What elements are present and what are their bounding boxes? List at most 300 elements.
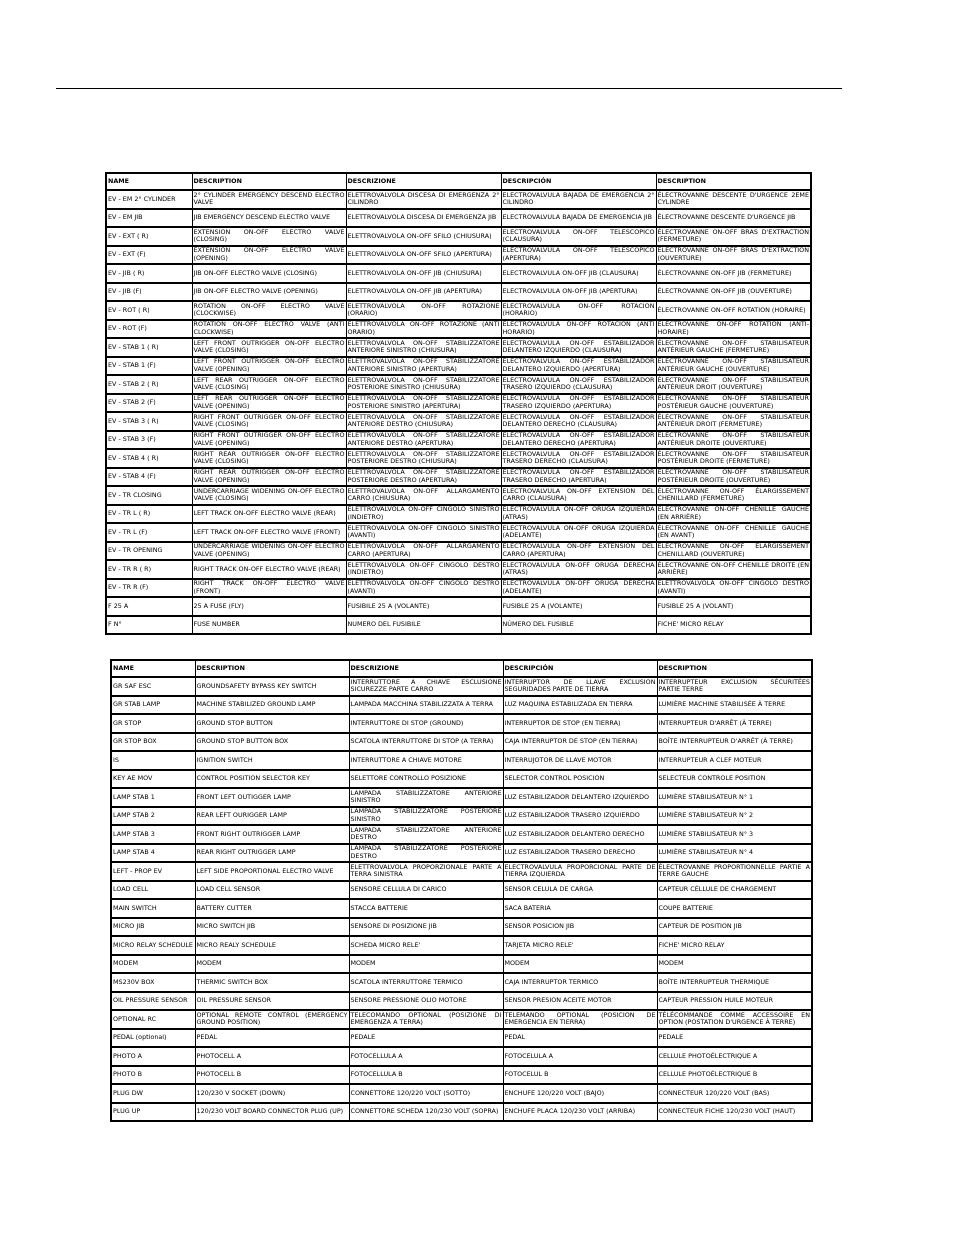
description-cell: MACHINE STABILIZED GROUND LAMP — [195, 696, 349, 715]
component-code-cell: EV - STAB 1 ( R) — [106, 338, 192, 357]
description-cell: ELECTROVALVULA ON-OFF ESTABILIZADOR DELANTERO IZQUIERDO (CLAUSURA) — [501, 338, 656, 357]
component-code-cell: EV - EXT (F) — [106, 246, 192, 265]
description-cell: 2° CYLINDER EMERGENCY DESCEND ELECTRO VALVE — [192, 190, 346, 209]
description-cell: IGNITION SWITCH — [195, 751, 349, 770]
component-code-cell: F 25 A — [106, 597, 192, 616]
description-cell: CELLULE PHOTOÉLECTRIQUE B — [657, 1066, 812, 1085]
description-cell: ENCHUFE 120/220 VOLT (BAJO) — [503, 1084, 657, 1103]
table-row — [111, 899, 812, 918]
description-cell: ELECTROVALVULA BAJADA DE EMERGENCIA 2° CILINDRO — [501, 190, 656, 209]
description-cell: ELECTROVALVULA ON-OFF ORUGA DERECHA (ADELANTE) — [501, 579, 656, 598]
table-row — [106, 227, 811, 246]
description-cell: NÚMERO DEL FUSIBLE — [501, 616, 656, 635]
table-row — [111, 714, 812, 733]
component-code-cell: EV - STAB 4 (F) — [106, 468, 192, 487]
description-cell: CAJA INTERRUPTOR TERMICO — [503, 973, 657, 992]
description-cell: ELETTROVALVOLA ON-OFF STABILIZZATORE POSTERIORE SINISTRO (CHIUSURA) — [346, 375, 501, 394]
description-cell: ELECTROVALVULA ON-OFF ORUGA IZQUIERDA (ATRAS) — [501, 505, 656, 524]
description-cell: MICRO REALY SCHEDULE — [195, 936, 349, 955]
table-row — [106, 412, 811, 431]
description-cell: FICHE' MICRO RELAY — [657, 936, 812, 955]
description-cell: ELECTROVALVULA BAJADA DE EMERGENCIA JIB — [501, 209, 656, 228]
component-code-cell: EV - TR OPENING — [106, 542, 192, 561]
description-cell: ÉLECTROVANNE ON-OFF CHENILLE DROITE (EN ARRIÈRE) — [656, 560, 811, 579]
table-row — [111, 844, 812, 863]
table-row — [111, 973, 812, 992]
table-row — [106, 375, 811, 394]
description-cell: EXTENSION ON-OFF ELECTRO VALVE (CLOSING) — [192, 227, 346, 246]
description-cell: FRONT RIGHT OUTRIGGER LAMP — [195, 825, 349, 844]
description-cell: PEDALE — [657, 1029, 812, 1048]
component-code-cell: OPTIONAL RC — [111, 1010, 195, 1029]
description-cell: GROUND STOP BUTTON — [195, 714, 349, 733]
description-cell: ELECTROVALVULA ON-OFF ROTACION (ANTI HORARIO) — [501, 320, 656, 339]
description-cell: FOTOCELLULA A — [349, 1047, 503, 1066]
description-cell: ELECTROVALVULA ON-OFF TELESCOPICO (CLAUSURA) — [501, 227, 656, 246]
description-cell: ÉLECTROVANNE ON-OFF ROTATION (ANTI-HORAIRE) — [656, 320, 811, 339]
description-cell: INTERRUTTORE A CHIAVE ESCLUSIONE SICUREZZE PARTE CARRO — [349, 677, 503, 696]
description-cell: ELETTROVALVOLA ON-OFF ROTAZIONE (ANTI ORARIO) — [346, 320, 501, 339]
component-code-cell: GR STOP — [111, 714, 195, 733]
column-header: NAME — [111, 660, 195, 677]
table-row — [111, 677, 812, 696]
description-cell: ÉLECTROVANNE ON-OFF ROTATION (HORAIRE) — [656, 301, 811, 320]
description-cell: ÉLECTROVANNE ON-OFF STABILISATEUR POSTÉRIEUR GAUCHE (OUVERTURE) — [656, 394, 811, 413]
description-cell: LAMPADA STABILIZZATORE ANTERIORE SINISTRO — [349, 788, 503, 807]
description-cell: CONNETTORE 120/220 VOLT (SOTTO) — [349, 1084, 503, 1103]
description-cell: MICRO SWITCH JIB — [195, 918, 349, 937]
description-cell: GROUND STOP BUTTON BOX — [195, 733, 349, 752]
description-cell: ELETTROVALVOLA PROPORZIONALE PARTE A TERRA SINISTRA — [349, 862, 503, 881]
table-row — [111, 1047, 812, 1066]
table-row — [106, 301, 811, 320]
component-legend-table-1 — [105, 172, 812, 635]
description-cell: LUMIÈRE STABILISATEUR N° 3 — [657, 825, 812, 844]
description-cell: ELETTROVALVOLA ON-OFF STABILIZZATORE ANTERIORE SINISTRO (APERTURA) — [346, 357, 501, 376]
component-code-cell: KEY AE MOV — [111, 770, 195, 789]
description-cell: SCATOLA INTERRUTTORE DI STOP (A TERRA) — [349, 733, 503, 752]
description-cell: ROTATION ON-OFF ELECTRO VALVE (ANTI CLOCKWISE) — [192, 320, 346, 339]
table-row — [106, 283, 811, 302]
description-cell: UNDERCARRIAGE WIDENING ON-OFF ELECTRO VALVE (OPENING) — [192, 542, 346, 561]
component-code-cell: PHOTO A — [111, 1047, 195, 1066]
description-cell: FUSIBLE 25 A (VOLANTE) — [501, 597, 656, 616]
description-cell: LEFT TRACK ON-OFF ELECTRO VALVE (REAR) — [192, 505, 346, 524]
component-code-cell: EV - EXT ( R) — [106, 227, 192, 246]
description-cell: ÉLECTROVANNE ON-OFF JIB (OUVERTURE) — [656, 283, 811, 302]
component-code-cell: EV - ROT ( R) — [106, 301, 192, 320]
description-cell: PHOTOCELL B — [195, 1066, 349, 1085]
component-code-cell: EV - JIB (F) — [106, 283, 192, 302]
component-code-cell: EV - STAB 3 (F) — [106, 431, 192, 450]
component-code-cell: F N° — [106, 616, 192, 635]
description-cell: JIB EMERGENCY DESCEND ELECTRO VALVE — [192, 209, 346, 228]
description-cell: MODEM — [503, 955, 657, 974]
description-cell: LUZ ESTABILIZADOR DELANTERO IZQUIERDO — [503, 788, 657, 807]
table-row — [106, 209, 811, 228]
description-cell: INTERRUPTOR DE STOP (EN TIERRA) — [503, 714, 657, 733]
table-row — [106, 264, 811, 283]
description-cell: TARJETA MICRO RELE' — [503, 936, 657, 955]
description-cell: ELECTROVALVULA ON-OFF ESTABILIZADOR DELANTERO IZQUIERDO (APERTURA) — [501, 357, 656, 376]
component-code-cell: EV - JIB ( R) — [106, 264, 192, 283]
table-row — [106, 486, 811, 505]
description-cell: LUMIÈRE STABILISATEUR N° 2 — [657, 807, 812, 826]
description-cell: MODEM — [657, 955, 812, 974]
description-cell: 120/230 V SOCKET (DOWN) — [195, 1084, 349, 1103]
column-header: DESCRIZIONE — [346, 173, 501, 190]
column-header: DESCRIPCIÓN — [503, 660, 657, 677]
description-cell: ELECTROVALVULA ON-OFF ORUGA DERECHA (ATRAS) — [501, 560, 656, 579]
description-cell: INTERRUPTEUR EXCLUSION SÉCURITÉES PARTIE TERRE — [657, 677, 812, 696]
description-cell: ELETTROVALVOLA ON-OFF CINGOLO SINISTRO (INDIETRO) — [346, 505, 501, 524]
description-cell: ÉLECTROVANNE ON-OFF JIB (FERMETURE) — [656, 264, 811, 283]
description-cell: ELECTROVALVULA ON-OFF JIB (CLAUSURA) — [501, 264, 656, 283]
table-row — [111, 862, 812, 881]
table-row — [111, 825, 812, 844]
description-cell: ÉLECTROVANNE PROPORTIONNELLE PARTIE A TERRE GAUCHE — [657, 862, 812, 881]
table-row — [106, 616, 811, 635]
description-cell: FICHE' MICRO RELAY — [656, 616, 811, 635]
description-cell: LUZ ESTABILIZADOR TRASERO DERECHO — [503, 844, 657, 863]
column-header: NAME — [106, 173, 192, 190]
description-cell: FUSIBLE 25 A (VOLANT) — [656, 597, 811, 616]
description-cell: GROUNDSAFETY BYPASS KEY SWITCH — [195, 677, 349, 696]
component-code-cell: EV - STAB 3 ( R) — [106, 412, 192, 431]
description-cell: FOTOCELUL B — [503, 1066, 657, 1085]
description-cell: ELETTROVALVOLA ON-OFF STABILIZZATORE ANTERIORE DESTRO (APERTURA) — [346, 431, 501, 450]
description-cell: SENSORE PRESSIONE OLIO MOTORE — [349, 992, 503, 1011]
table-row — [106, 523, 811, 542]
description-cell: BATTERY CUTTER — [195, 899, 349, 918]
description-cell: ELETTROVALVOLA ON-OFF STABILIZZATORE ANTERIORE SINISTRO (CHIUSURA) — [346, 338, 501, 357]
description-cell: MODEM — [349, 955, 503, 974]
description-cell: INTERRUPTEUR A CLEF MOTEUR — [657, 751, 812, 770]
component-code-cell: EV - STAB 2 ( R) — [106, 375, 192, 394]
component-code-cell: MODEM — [111, 955, 195, 974]
column-header: DESCRIPTION — [195, 660, 349, 677]
description-cell: COUPE BATTERIE — [657, 899, 812, 918]
description-cell: ELETTROVALVOLA ON-OFF CINGOLO DESTRO (AVANTI) — [346, 579, 501, 598]
table-row — [111, 733, 812, 752]
description-cell: LEFT REAR OUTRIGGER ON-OFF ELECTRO VALVE (CLOSING) — [192, 375, 346, 394]
description-cell: RIGHT REAR OUTRIGGER ON-OFF ELECTRO VALVE (CLOSING) — [192, 449, 346, 468]
column-header: DESCRIPTION — [657, 660, 812, 677]
component-code-cell: PLUG UP — [111, 1103, 195, 1122]
description-cell: SENSOR POSICION JIB — [503, 918, 657, 937]
description-cell: LEFT FRONT OUTRIGGER ON-OFF ELECTRO VALVE (OPENING) — [192, 357, 346, 376]
table-row — [106, 357, 811, 376]
description-cell: TELEMANDO OPTIONAL (POSICION DE EMERGENCIA EN TIERRA) — [503, 1010, 657, 1029]
description-cell: SELETTORE CONTROLLO POSIZIONE — [349, 770, 503, 789]
description-cell: FUSE NUMBER — [192, 616, 346, 635]
description-cell: PEDALE — [349, 1029, 503, 1048]
description-cell: ELETTROVALVOLA ON-OFF JIB (APERTURA) — [346, 283, 501, 302]
table-row — [106, 449, 811, 468]
description-cell: PHOTOCELL A — [195, 1047, 349, 1066]
description-cell: TELECOMANDO OPTIONAL (POSIZIONE DI EMERGENZA A TERRA) — [349, 1010, 503, 1029]
description-cell: ÉLECTROVANNE ON-OFF CHENILLE GAUCHE (EN AVANT) — [656, 523, 811, 542]
description-cell: ÉLECTROVANNE ON-OFF STABILISATEUR ANTÉRIEUR DROITE (OUVERTURE) — [656, 431, 811, 450]
description-cell: SELECTEUR CONTROLE POSITION — [657, 770, 812, 789]
description-cell: BOÎTE INTERRUPTEUR D'ARRÊT (À TERRE) — [657, 733, 812, 752]
column-header: DESCRIPCIÓN — [501, 173, 656, 190]
component-code-cell: PLUG DW — [111, 1084, 195, 1103]
description-cell: INTERRUTTORE A CHIAVE MOTORE — [349, 751, 503, 770]
table-row — [106, 246, 811, 265]
description-cell: ÉLECTROVANNE ON-OFF STABILISATEUR ANTÉRIEUR DROIT (FERMETURE) — [656, 412, 811, 431]
table-row — [106, 320, 811, 339]
description-cell: INTERRUTTORE DI STOP (GROUND) — [349, 714, 503, 733]
component-legend-table-2 — [110, 659, 813, 1122]
description-cell: ELECTROVALVULA ON-OFF ORUGA IZQUIERDA (ADELANTE) — [501, 523, 656, 542]
description-cell: FOTOCELULA A — [503, 1047, 657, 1066]
description-cell: EXTENSION ON-OFF ELECTRO VALVE (OPENING) — [192, 246, 346, 265]
description-cell: ELECTROVALVULA ON-OFF ESTABILIZADOR TRASERO IZQUIERDO (APERTURA) — [501, 394, 656, 413]
description-cell: ELECTROVALVULA ON-OFF TELESCOPICO (APERTURA) — [501, 246, 656, 265]
description-cell: OIL PRESSURE SENSOR — [195, 992, 349, 1011]
component-code-cell: GR STAB LAMP — [111, 696, 195, 715]
description-cell: REAR RIGHT OUTRIGGER LAMP — [195, 844, 349, 863]
table-row — [111, 955, 812, 974]
description-cell: ÉLECTROVANNE DESCENTE D'URGENCE 2EME CYLINDRE — [656, 190, 811, 209]
description-cell: RIGHT FRONT OUTRIGGER ON-OFF ELECTRO VALVE (CLOSING) — [192, 412, 346, 431]
component-code-cell: EV - ROT (F) — [106, 320, 192, 339]
description-cell: ELETTROVALVOLA ON-OFF CINGOLO DESTRO (INDIETRO) — [346, 560, 501, 579]
component-code-cell: IS — [111, 751, 195, 770]
description-cell: ELETTROVALVOLA ON-OFF SFILO (CHIUSURA) — [346, 227, 501, 246]
component-code-cell: MICRO RELAY SCHEDULE — [111, 936, 195, 955]
description-cell: ELETTROVALVOLA ON-OFF CINGOLO SINISTRO (AVANTI) — [346, 523, 501, 542]
table-row — [111, 751, 812, 770]
description-cell: CONNECTEUR 120/220 VOLT (BAS) — [657, 1084, 812, 1103]
description-cell: 120/230 VOLT BOARD CONNECTOR PLUG (UP) — [195, 1103, 349, 1122]
table-row — [111, 696, 812, 715]
description-cell: SCHEDA MICRO RELE' — [349, 936, 503, 955]
description-cell: CAPTEUR CÉLLULE DE CHARGEMENT — [657, 881, 812, 900]
description-cell: SENSOR CELULA DE CARGA — [503, 881, 657, 900]
description-cell: SENSOR PRESION ACEITE MOTOR — [503, 992, 657, 1011]
table-row — [106, 505, 811, 524]
description-cell: ELECTROVALVULA ON-OFF ESTABILIZADOR DELANTERO DERECHO (APERTURA) — [501, 431, 656, 450]
description-cell: ELETTROVALVOLA ON-OFF SFILO (APERTURA) — [346, 246, 501, 265]
description-cell: ÉLECTROVANNE ON-OFF BRAS D'EXTRACTION (FERMETURE) — [656, 227, 811, 246]
description-cell: ÉLECTROVANNE ON-OFF CHENILLE GAUCHE (EN ARRIÈRE) — [656, 505, 811, 524]
component-code-cell: LAMP STAB 2 — [111, 807, 195, 826]
description-cell: RIGHT FRONT OUTRIGGER ON-OFF ELECTRO VALVE (OPENING) — [192, 431, 346, 450]
description-cell: TÉLÉCOMMANDE COMME ACCESSOIRE EN OPTION (POSTATION D'URGENCE À TERRE) — [657, 1010, 812, 1029]
description-cell: ELETTROVALVOLA ON-OFF STABILIZZATORE POSTERIORE DESTRO (APERTURA) — [346, 468, 501, 487]
description-cell: ELETTROVALVOLA ON-OFF STABILIZZATORE POSTERIORE SINISTRO (APERTURA) — [346, 394, 501, 413]
table-row — [111, 918, 812, 937]
description-cell: CAJA INTERRUPTOR DE STOP (EN TIERRA) — [503, 733, 657, 752]
description-cell: LAMPADA MACCHINA STABILIZZATA A TERRA — [349, 696, 503, 715]
description-cell: ELECTROVALVULA ON-OFF ESTABILIZADOR TRASERO DERECHO (CLAUSURA) — [501, 449, 656, 468]
description-cell: CONNECTEUR FICHE 120/230 VOLT (HAUT) — [657, 1103, 812, 1122]
description-cell: ELECTROVALVULA ON-OFF ESTABILIZADOR TRASERO IZQUIERDO (CLAUSURA) — [501, 375, 656, 394]
description-cell: ELETTROVALVOLA DISCESA DI EMERGENZA JIB — [346, 209, 501, 228]
description-cell: UNDERCARRIAGE WIDENING ON-OFF ELECTRO VALVE (CLOSING) — [192, 486, 346, 505]
description-cell: SENSORE CELLULA DI CARICO — [349, 881, 503, 900]
description-cell: MODEM — [195, 955, 349, 974]
table-row — [111, 1066, 812, 1085]
table-row — [106, 579, 811, 598]
table-row — [106, 338, 811, 357]
table-row — [111, 1029, 812, 1048]
description-cell: PEDAL — [195, 1029, 349, 1048]
description-cell: ÉLECTROVANNE ON-OFF STABILISATEUR POSTÉRIEUR DROITE (FERMETURE) — [656, 449, 811, 468]
description-cell: THERMIC SWITCH BOX — [195, 973, 349, 992]
component-code-cell: LOAD CELL — [111, 881, 195, 900]
description-cell: JIB ON-OFF ELECTRO VALVE (CLOSING) — [192, 264, 346, 283]
component-code-cell: EV - EM JIB — [106, 209, 192, 228]
component-code-cell: EV - TR L (F) — [106, 523, 192, 542]
description-cell: INTERRUPTOR DE LLAVE EXCLUSION SEGURIDADES PARTE DE TIERRA — [503, 677, 657, 696]
description-cell: ELECTROVALVULA ON-OFF ESTABILIZADOR DELANTERO DERECHO (CLAUSURA) — [501, 412, 656, 431]
table-row — [106, 560, 811, 579]
table-row — [106, 431, 811, 450]
description-cell: CONTROL POSITION SELECTOR KEY — [195, 770, 349, 789]
component-code-cell: EV - TR CLOSING — [106, 486, 192, 505]
description-cell: INTERRUPTEUR D'ARRÊT (À TERRE) — [657, 714, 812, 733]
description-cell: LUZ MAQUINA ESTABILIZADA EN TIERRA — [503, 696, 657, 715]
description-cell: ELETTROVALVOLA ON-OFF STABILIZZATORE ANTERIORE DESTRO (CHIUSURA) — [346, 412, 501, 431]
description-cell: CAPTEUR DE POSITION JIB — [657, 918, 812, 937]
description-cell: ELETTROVALVOLA ON-OFF ROTAZIONE (ORARIO) — [346, 301, 501, 320]
description-cell: REAR LEFT OURIGGER LAMP — [195, 807, 349, 826]
table-row — [111, 807, 812, 826]
description-cell: LUMIÈRE MACHINE STABILISÉE À TERRE — [657, 696, 812, 715]
description-cell: ÉLECTROVANNE ON-OFF STABILISATEUR POSTÉRIEUR DROITE (OUVERTURE) — [656, 468, 811, 487]
description-cell: ELECTROVALVULA ON-OFF JIB (APERTURA) — [501, 283, 656, 302]
table-row — [106, 542, 811, 561]
column-header: DESCRIZIONE — [349, 660, 503, 677]
description-cell: ELECTROVALVULA ON-OFF ESTABILIZADOR TRASERO DERECHO (APERTURA) — [501, 468, 656, 487]
description-cell: LOAD CELL SENSOR — [195, 881, 349, 900]
description-cell: JIB ON-OFF ELECTRO VALVE (OPENING) — [192, 283, 346, 302]
description-cell: FRONT LEFT OUTIGGER LAMP — [195, 788, 349, 807]
description-cell: STACCA BATTERIE — [349, 899, 503, 918]
description-cell: LUMIÈRE STABILISATEUR N° 1 — [657, 788, 812, 807]
description-cell: ELETTROVALVOLA ON-OFF ALLARGAMENTO CARRO (APERTURA) — [346, 542, 501, 561]
component-code-cell: LAMP STAB 3 — [111, 825, 195, 844]
table-row — [106, 468, 811, 487]
description-cell: CONNETTORE SCHEDA 120/230 VOLT (SOPRA) — [349, 1103, 503, 1122]
table-row — [111, 788, 812, 807]
description-cell: ROTATION ON-OFF ELECTRO VALVE (CLOCKWISE) — [192, 301, 346, 320]
description-cell: FUSIBILE 25 A (VOLANTE) — [346, 597, 501, 616]
table-row — [111, 1103, 812, 1122]
description-cell: SACA BATERIA — [503, 899, 657, 918]
description-cell: RIGHT TRACK ON-OFF ELECTRO VALVE (FRONT) — [192, 579, 346, 598]
description-cell: ELETTROVALVOLA ON-OFF STABILIZZATORE POSTERIORE DESTRO (CHIUSURA) — [346, 449, 501, 468]
table-row — [111, 992, 812, 1011]
table-row — [111, 881, 812, 900]
description-cell: ELETTROVALVOLA ON-OFF CINGOLO DESTRO (AVANTI) — [656, 579, 811, 598]
description-cell: LAMPADA STABILIZZATORE ANTERIORE DESTRO — [349, 825, 503, 844]
description-cell: ÉLECTROVANNE ON-OFF STABILISATEUR ANTÉRIEUR DROIT (OUVERTURE) — [656, 375, 811, 394]
component-code-cell: EV - TR R (F) — [106, 579, 192, 598]
component-code-cell: LAMP STAB 4 — [111, 844, 195, 863]
component-code-cell: EV - STAB 2 (F) — [106, 394, 192, 413]
table-row — [111, 936, 812, 955]
description-cell: ELETTROVALVOLA DISCESA DI EMERGENZA 2° CILINDRO — [346, 190, 501, 209]
description-cell: NUMERO DEL FUSIBILE — [346, 616, 501, 635]
description-cell: PEDAL — [503, 1029, 657, 1048]
component-code-cell: EV - TR R ( R) — [106, 560, 192, 579]
description-cell: ELECTROVALVULA ON-OFF EXTENSION DEL CARRO (APERTURA) — [501, 542, 656, 561]
description-cell: SENSORE DI POSIZIONE JIB — [349, 918, 503, 937]
component-code-cell: LAMP STAB 1 — [111, 788, 195, 807]
component-code-cell: GR SAF ESC — [111, 677, 195, 696]
table-row — [106, 190, 811, 209]
description-cell: LUZ ESTABILIZADOR TRASERO IZQUIERDO — [503, 807, 657, 826]
component-code-cell: EV - EM 2° CYLINDER — [106, 190, 192, 209]
component-code-cell: PEDAL (optional) — [111, 1029, 195, 1048]
description-cell: LEFT TRACK ON-OFF ELECTRO VALVE (FRONT) — [192, 523, 346, 542]
description-cell: ÉLECTROVANNE ON-OFF STABILISATEUR ANTÉRIEUR GAUCHE (OUVERTURE) — [656, 357, 811, 376]
description-cell: ELETTROVALVOLA ON-OFF JIB (CHIUSURA) — [346, 264, 501, 283]
component-code-cell: PHOTO B — [111, 1066, 195, 1085]
table-header-row — [106, 173, 811, 190]
description-cell: ÉLECTROVANNE ON-OFF ÉLARGISSEMENT CHENILLARD (OUVERTURE) — [656, 542, 811, 561]
description-cell: LAMPADA STABILIZZATORE POSTERIORE SINISTRO — [349, 807, 503, 826]
description-cell: SCATOLA INTERRUTTORE TERMICO — [349, 973, 503, 992]
description-cell: ÉLECTROVANNE DESCENTE D'URGENCE JIB — [656, 209, 811, 228]
description-cell: LEFT SIDE PROPORTIONAL ELECTRO VALVE — [195, 862, 349, 881]
table-row — [106, 394, 811, 413]
table-row — [111, 1084, 812, 1103]
description-cell: INTERRUJOTOR DE LLAVE MOTOR — [503, 751, 657, 770]
description-cell: CELLULE PHOTOÉLECTRIQUE A — [657, 1047, 812, 1066]
component-code-cell: EV - STAB 4 ( R) — [106, 449, 192, 468]
description-cell: LUMIÈRE STABILISATEUR N° 4 — [657, 844, 812, 863]
description-cell: 25 A FUSE (FLY) — [192, 597, 346, 616]
component-code-cell: LEFT - PROP EV — [111, 862, 195, 881]
table-header-row — [111, 660, 812, 677]
description-cell: ELETTROVALVOLA ON-OFF ALLARGAMENTO CARRO (CHIUSURA) — [346, 486, 501, 505]
description-cell: BOÎTE INTERRUPTEUR THERMIQUE — [657, 973, 812, 992]
description-cell: OPTIONAL REMOTE CONTROL (EMERGENCY GROUND POSITION) — [195, 1010, 349, 1029]
table-row — [111, 770, 812, 789]
description-cell: FOTOCELLULA B — [349, 1066, 503, 1085]
description-cell: RIGHT REAR OUTRIGGER ON-OFF ELECTRO VALVE (OPENING) — [192, 468, 346, 487]
description-cell: ÉLECTROVANNE ON-OFF ÉLARGISSEMENT CHENILLARD (FERMETURE) — [656, 486, 811, 505]
component-code-cell: GR STOP BOX — [111, 733, 195, 752]
component-code-cell: OIL PRESSURE SENSOR — [111, 992, 195, 1011]
description-cell: CAPTEUR PRESSION HUILE MOTEUR — [657, 992, 812, 1011]
column-header: DESCRIPTION — [656, 173, 811, 190]
description-cell: ELECTROVALVULA ON-OFF EXTENSION DEL CARRO (CLAUSURA) — [501, 486, 656, 505]
component-code-cell: MICRO JIB — [111, 918, 195, 937]
description-cell: LAMPADA STABILIZZATORE POSTERIORE DESTRO — [349, 844, 503, 863]
description-cell: ÉLECTROVANNE ON-OFF BRAS D'EXTRACTION (OUVERTURE) — [656, 246, 811, 265]
component-code-cell: MS230V BOX — [111, 973, 195, 992]
description-cell: RIGHT TRACK ON-OFF ELECTRO VALVE (REAR) — [192, 560, 346, 579]
description-cell: LEFT FRONT OUTRIGGER ON-OFF ELECTRO VALVE (CLOSING) — [192, 338, 346, 357]
description-cell: ÉLECTROVANNE ON-OFF STABILISATEUR ANTÉRIEUR GAUCHE (FERMETURE) — [656, 338, 811, 357]
description-cell: ELECTROVALVULA ON-OFF ROTACION (HORARIO) — [501, 301, 656, 320]
component-code-cell: EV - STAB 1 (F) — [106, 357, 192, 376]
header-rule — [56, 88, 842, 89]
table-row — [106, 597, 811, 616]
table-row — [111, 1010, 812, 1029]
component-code-cell: MAIN SWITCH — [111, 899, 195, 918]
description-cell: SELECTOR CONTROL POSICION — [503, 770, 657, 789]
description-cell: ELECTROVALVULA PROPORCIONAL PARTE DE TIERRA IZQUIERDA — [503, 862, 657, 881]
component-code-cell: EV - TR L ( R) — [106, 505, 192, 524]
description-cell: LEFT REAR OUTRIGGER ON-OFF ELECTRO VALVE (OPENING) — [192, 394, 346, 413]
